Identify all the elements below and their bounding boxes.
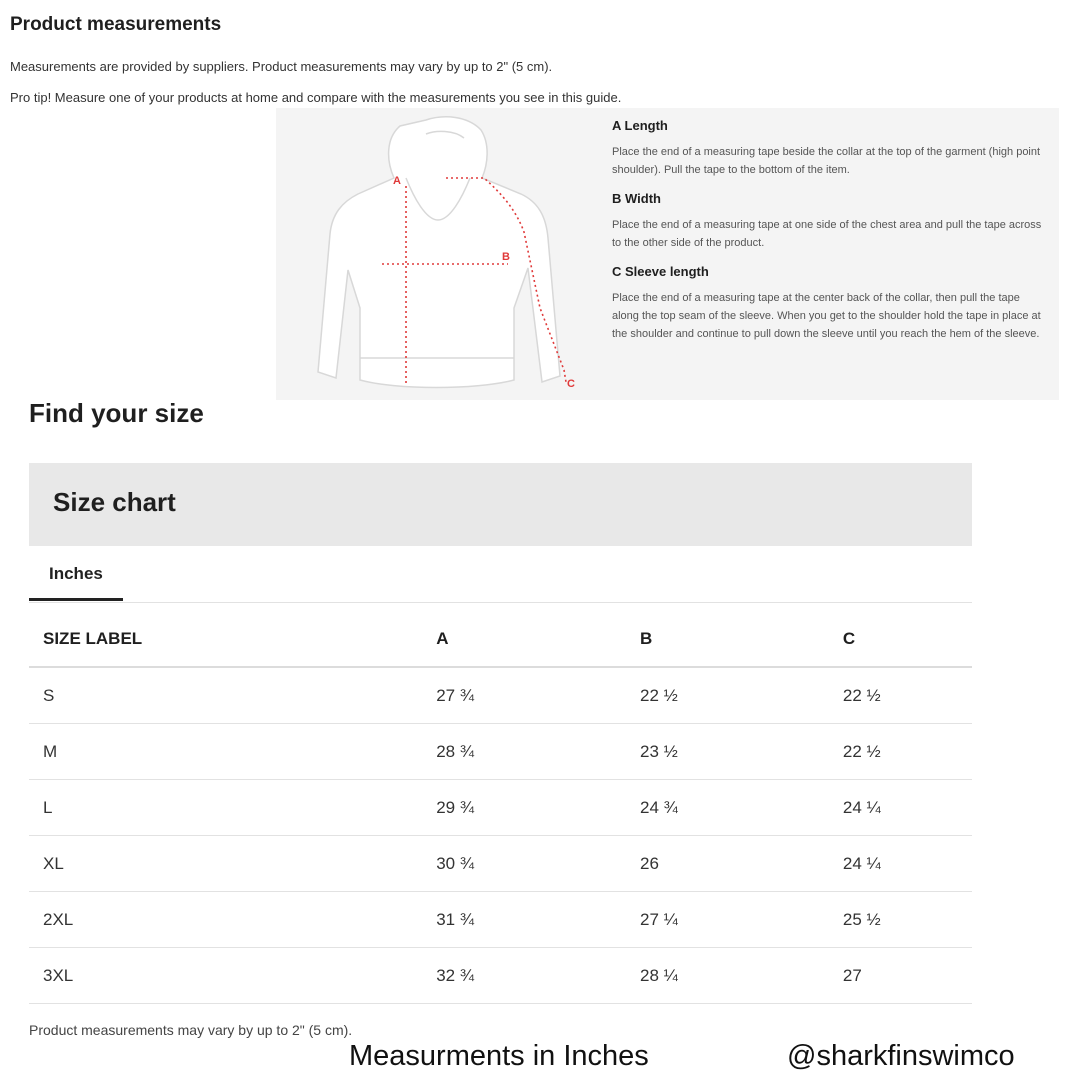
cell-b: 22 ½: [640, 667, 843, 724]
find-size-title: Find your size: [29, 398, 204, 428]
size-chart-title: Size chart: [53, 487, 176, 517]
cell-b: 26: [640, 836, 843, 892]
cell-a: 32 ¾: [436, 948, 640, 1004]
hoodie-diagram: [276, 108, 596, 400]
overlay-caption: Measurments in Inches: [349, 1040, 649, 1072]
cell-size: L: [29, 780, 436, 836]
measurement-guide-panel: [276, 108, 1059, 400]
cell-a: 29 ¾: [436, 780, 640, 836]
cell-a: 28 ¾: [436, 724, 640, 780]
guide-body-length: Place the end of a measuring tape beside the collar at the top of the garment (high point shoulder). Pull the tape to the bottom of the item.: [612, 146, 1041, 176]
table-header-row: [29, 612, 972, 667]
cell-size: M: [29, 724, 436, 780]
pro-tip: Pro tip! Measure one of your products at home and compare with the measurements you see in this guide.: [10, 90, 622, 105]
section-title: Product measurements: [10, 14, 222, 35]
cell-b: 24 ¾: [640, 780, 843, 836]
cell-b: 23 ½: [640, 724, 843, 780]
cell-size: 3XL: [29, 948, 436, 1004]
col-header-c: C: [843, 612, 972, 667]
cell-b: 27 ¼: [640, 892, 843, 948]
size-table: [29, 612, 972, 1004]
guide-heading-length: A Length: [612, 118, 668, 133]
unit-tabs: [29, 546, 972, 603]
guide-heading-width: B Width: [612, 191, 661, 206]
table-row: [29, 667, 972, 724]
cell-c: 22 ½: [843, 667, 972, 724]
hoodie-illustration: [318, 117, 560, 388]
label-a: A: [393, 175, 401, 187]
cell-c: 22 ½: [843, 724, 972, 780]
cell-c: 24 ¼: [843, 780, 972, 836]
table-row: [29, 780, 972, 836]
cell-c: 27: [843, 948, 972, 1004]
table-row: [29, 892, 972, 948]
guide-body-sleeve: Place the end of a measuring tape at the center back of the collar, then pull the tape along the top seam of the sleeve. When you get to the shoulder hold the tape in place at the shoulder and continue to pull down the sleeve until you reach the hem of the sleeve.: [612, 292, 1041, 340]
col-header-size-label: SIZE LABEL: [29, 612, 436, 667]
measurement-instructions: [612, 118, 1042, 355]
label-b: B: [502, 251, 510, 263]
social-handle: @sharkfinswimco: [787, 1040, 1015, 1072]
cell-c: 25 ½: [843, 892, 972, 948]
measurement-disclaimer: Measurements are provided by suppliers. Product measurements may vary by up to 2" (5 cm).: [10, 59, 553, 74]
cell-a: 31 ¾: [436, 892, 640, 948]
tab-inches[interactable]: [29, 546, 123, 601]
size-chart-header: [29, 463, 972, 546]
guide-heading-sleeve: C Sleeve length: [612, 264, 709, 279]
table-row: [29, 836, 972, 892]
guide-body-width: Place the end of a measuring tape at one side of the chest area and pull the tape across to the other side of the product.: [612, 219, 1042, 249]
tab-inches-label: Inches: [49, 564, 103, 583]
col-header-a: A: [436, 612, 640, 667]
cell-size: 2XL: [29, 892, 436, 948]
cell-c: 24 ¼: [843, 836, 972, 892]
col-header-b: B: [640, 612, 843, 667]
cell-a: 30 ¾: [436, 836, 640, 892]
table-row: [29, 724, 972, 780]
size-chart-footnote: Product measurements may vary by up to 2" (5 cm).: [29, 1022, 353, 1038]
table-row: [29, 948, 972, 1004]
label-c: C: [567, 378, 575, 390]
cell-size: XL: [29, 836, 436, 892]
cell-size: S: [29, 667, 436, 724]
cell-b: 28 ¼: [640, 948, 843, 1004]
cell-a: 27 ¾: [436, 667, 640, 724]
